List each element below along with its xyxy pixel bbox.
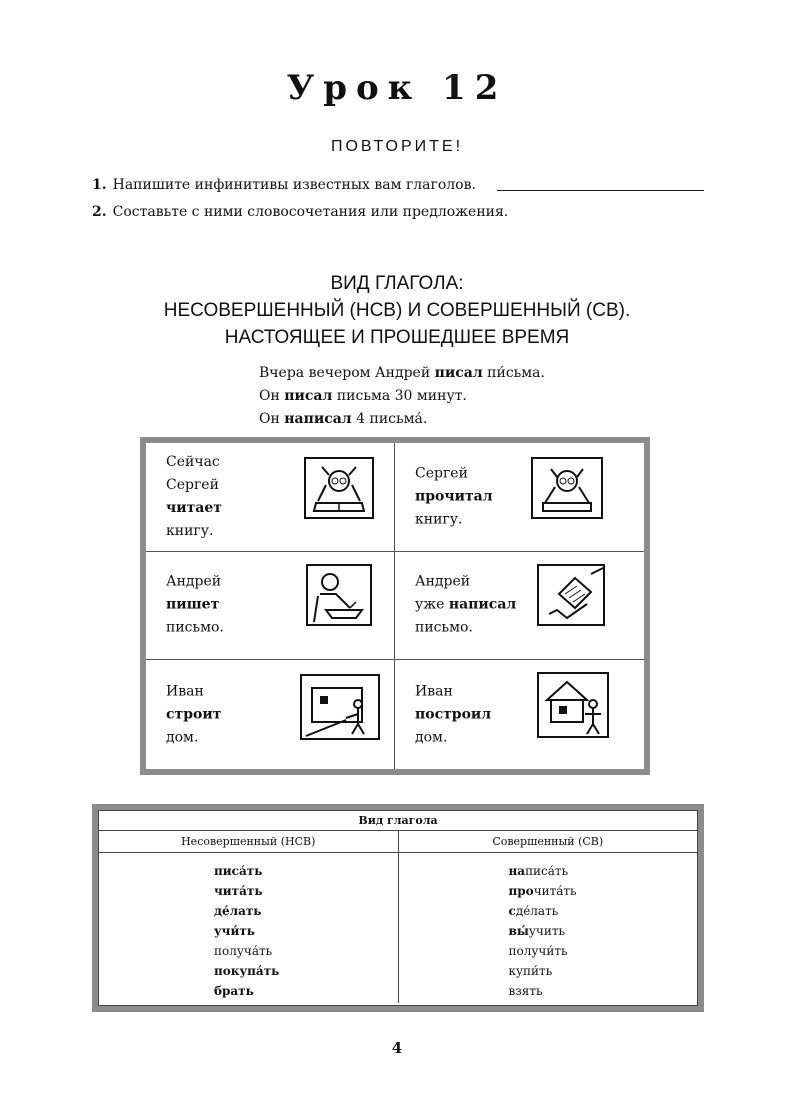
topic-line-2: НЕСОВЕРШЕННЫЙ (НСВ) И СОВЕРШЕННЫЙ (СВ). — [163, 300, 631, 321]
list-item: получа́ть — [214, 944, 273, 958]
picture-cell-letter-written: Андрей уже написал письмо. — [395, 552, 644, 661]
picture-grid — [146, 443, 644, 769]
building-icon — [300, 674, 380, 740]
list-item: сде́лать — [508, 904, 559, 918]
picture-cell-finished-reading: Сергей прочитал книгу. — [395, 443, 644, 552]
list-item: купи́ть — [508, 964, 553, 978]
aspect-table-body — [99, 853, 697, 1003]
picture-grid-frame — [140, 437, 650, 775]
answer-line — [497, 190, 704, 191]
picture-cell-reading: Сейчас Сергей читает книгу. — [146, 443, 395, 552]
topic-line-1: ВИД ГЛАГОЛА: — [330, 273, 464, 294]
letter-written-icon — [537, 564, 605, 626]
list-item: вы́учить — [508, 924, 566, 938]
list-item: брать — [214, 984, 254, 998]
imperfective-column — [99, 853, 399, 1003]
column-header-perfective: Совершенный (СВ) — [492, 835, 604, 848]
list-item: учи́ть — [214, 924, 255, 938]
example-sentence: Он писал письма 30 минут. — [259, 388, 467, 404]
list-item: де́лать — [214, 904, 262, 918]
example-sentences — [259, 362, 545, 431]
task-number: 1. — [92, 177, 107, 193]
task-text: Напишите инфинитивы известных вам глаголов. — [112, 177, 476, 193]
list-item: покупа́ть — [214, 964, 280, 978]
aspect-table-frame — [92, 804, 704, 1012]
task-text: Составьте с ними словосочетания или предложения. — [112, 204, 509, 220]
list-item: написа́ть — [508, 864, 569, 878]
perfective-column — [399, 853, 698, 1003]
aspect-table-header-row — [99, 831, 697, 853]
lesson-title: Урок 12 — [286, 68, 508, 108]
list-item: чита́ть — [214, 884, 263, 898]
list-item: получи́ть — [508, 944, 568, 958]
reading-icon — [304, 457, 374, 519]
house-built-icon — [537, 672, 609, 738]
finished-reading-icon — [531, 457, 603, 519]
column-header-imperfective: Несовершенный (НСВ) — [99, 831, 399, 852]
topic-heading — [0, 270, 794, 351]
example-sentence: Вчера вечером Андрей писал пи́сьма. — [259, 365, 545, 381]
page-number: 4 — [391, 1039, 403, 1057]
task-number: 2. — [92, 204, 107, 220]
picture-cell-writing: Андрей пишет письмо. — [146, 552, 395, 661]
picture-cell-building: Иван строит дом. — [146, 660, 395, 769]
picture-cell-house-built: Иван построил дом. — [395, 660, 644, 769]
aspect-table-title: Вид глагола — [99, 811, 697, 831]
example-sentence: Он написал 4 письма́. — [259, 411, 428, 427]
list-item: писа́ть — [214, 864, 263, 878]
aspect-table — [98, 810, 698, 1006]
task-1 — [92, 177, 476, 193]
writing-icon — [306, 564, 372, 626]
list-item: прочита́ть — [508, 884, 577, 898]
list-item: взять — [508, 984, 543, 998]
repeat-heading: ПОВТОРИТЕ! — [330, 138, 464, 155]
topic-line-3: НАСТОЯЩЕЕ И ПРОШЕДШЕЕ ВРЕМЯ — [224, 327, 570, 348]
task-2 — [92, 204, 508, 220]
